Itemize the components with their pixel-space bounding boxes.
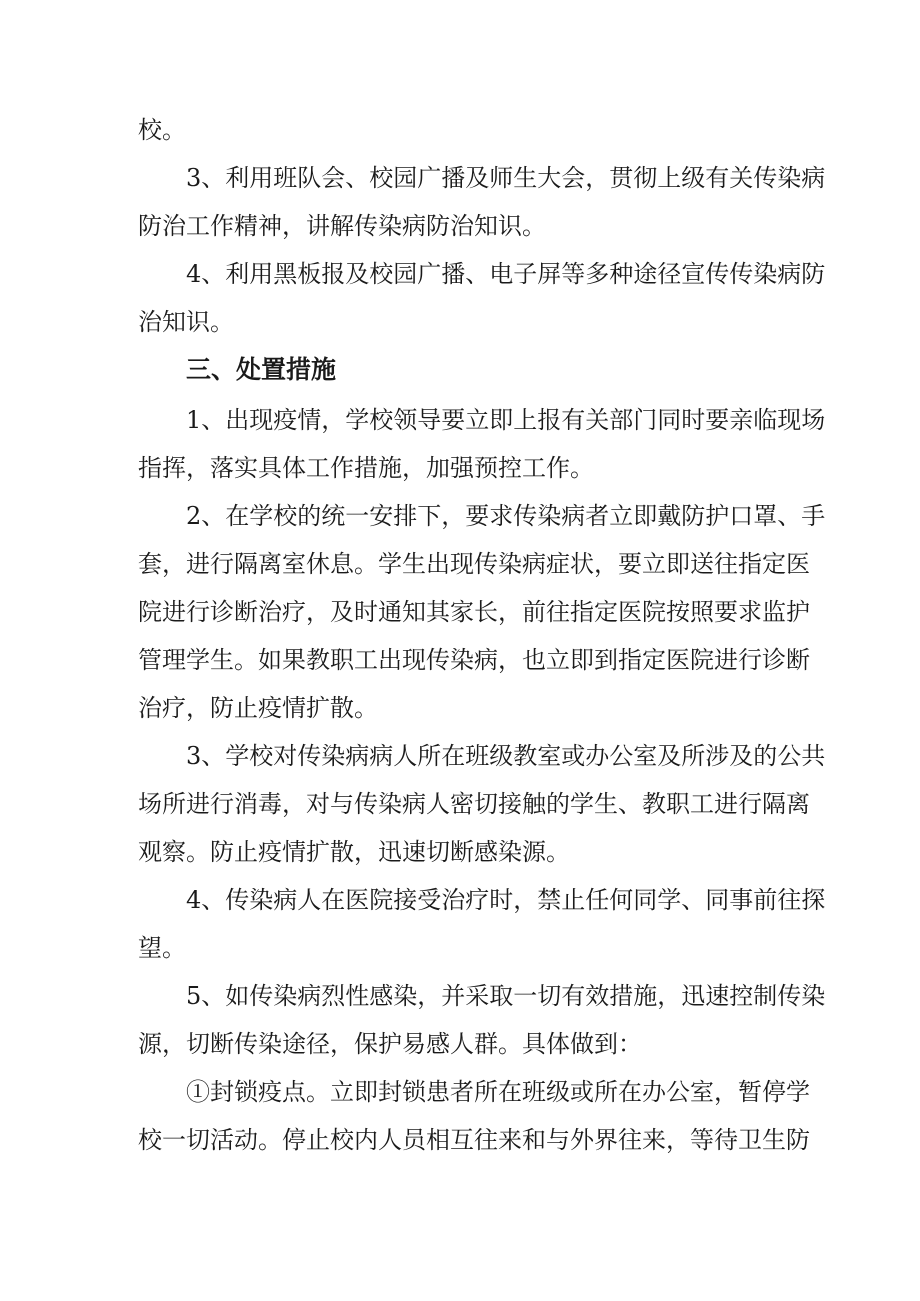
paragraph-line: 4、传染病人在医院接受治疗时，禁止任何同学、同事前往探 bbox=[186, 886, 826, 914]
paragraph-line: 4、利用黑板报及校园广播、电子屏等多种途径宣传传染病防 bbox=[186, 260, 826, 288]
section-heading: 三、处置措施 bbox=[186, 355, 337, 384]
paragraph-line: 院进行诊断治疗，及时通知其家长，前往指定医院按照要求监护 bbox=[138, 598, 810, 626]
paragraph-line: 观察。防止疫情扩散，迅速切断感染源。 bbox=[138, 838, 570, 866]
paragraph-line: 套，进行隔离室休息。学生出现传染病症状，要立即送往指定医 bbox=[138, 550, 810, 578]
paragraph-line: 2、在学校的统一安排下，要求传染病者立即戴防护口罩、手 bbox=[186, 502, 826, 530]
paragraph-line: ①封锁疫点。立即封锁患者所在班级或所在办公室，暂停学 bbox=[186, 1078, 810, 1106]
paragraph-line: 3、学校对传染病病人所在班级教室或办公室及所涉及的公共 bbox=[186, 742, 826, 770]
paragraph-line: 治知识。 bbox=[138, 308, 234, 336]
paragraph-line: 1、出现疫情，学校领导要立即上报有关部门同时要亲临现场 bbox=[186, 406, 826, 434]
paragraph-line: 场所进行消毒，对与传染病人密切接触的学生、教职工进行隔离 bbox=[138, 790, 810, 818]
paragraph-line: 校。 bbox=[138, 116, 186, 144]
paragraph-line: 管理学生。如果教职工出现传染病，也立即到指定医院进行诊断 bbox=[138, 646, 810, 674]
paragraph-line: 源，切断传染途径，保护易感人群。具体做到： bbox=[138, 1030, 642, 1058]
paragraph-line: 望。 bbox=[138, 934, 186, 962]
paragraph-line: 防治工作精神，讲解传染病防治知识。 bbox=[138, 212, 546, 240]
paragraph-line: 指挥，落实具体工作措施，加强预控工作。 bbox=[138, 454, 594, 482]
paragraph-line: 3、利用班队会、校园广播及师生大会，贯彻上级有关传染病 bbox=[186, 164, 826, 192]
paragraph-line: 治疗，防止疫情扩散。 bbox=[138, 694, 378, 722]
paragraph-line: 校一切活动。停止校内人员相互往来和与外界往来，等待卫生防 bbox=[138, 1126, 810, 1154]
paragraph-line: 5、如传染病烈性感染，并采取一切有效措施，迅速控制传染 bbox=[186, 982, 826, 1010]
